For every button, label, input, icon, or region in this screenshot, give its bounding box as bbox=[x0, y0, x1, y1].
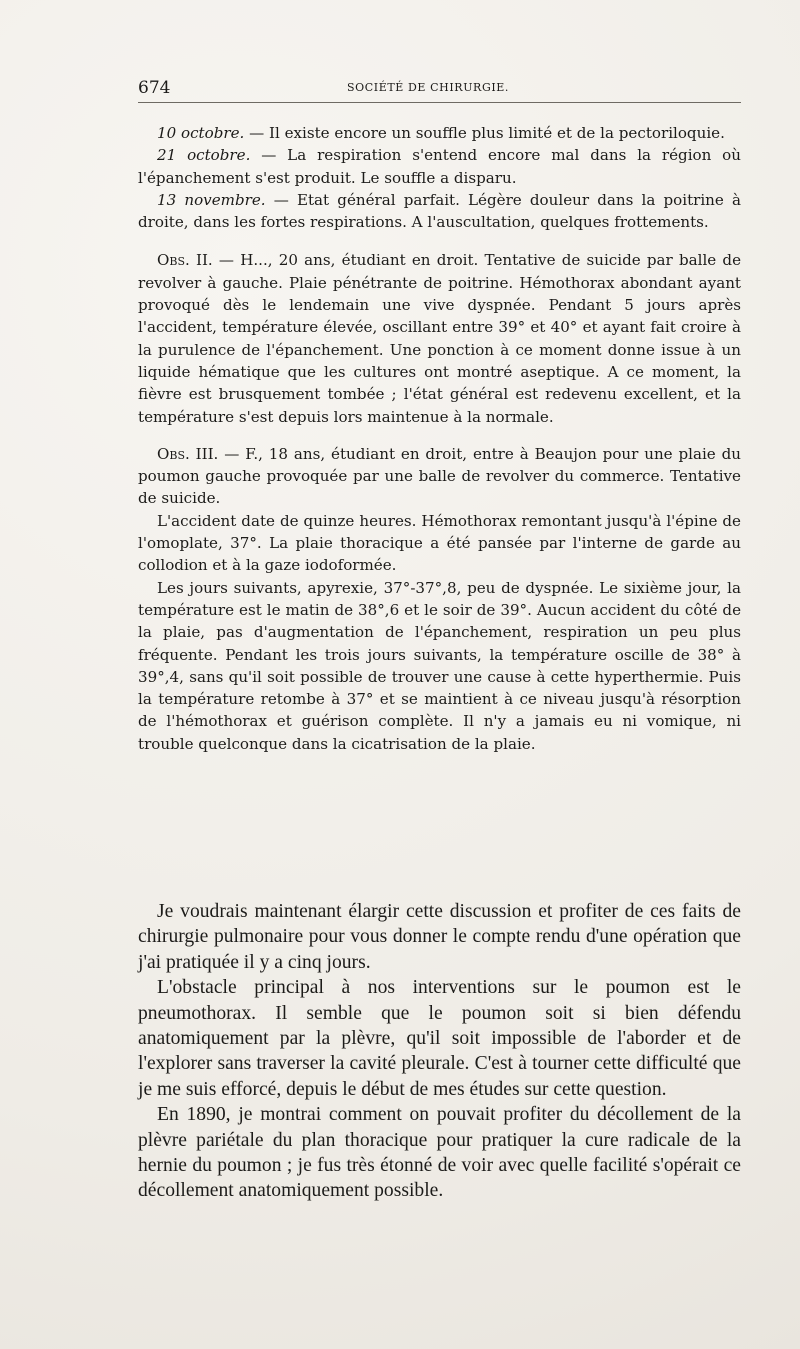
observation-label: Obs. III. bbox=[157, 444, 219, 463]
entry-date: 10 octobre. bbox=[157, 124, 245, 142]
discussion-paragraph-2: L'obstacle principal à nos interventions sur le poumon est le pneumothorax. Il semble que le poumon soit si bien défendu anatomiquement par la plèvre, qu'il soit impossible de l'aborder et de l'explorer sans traverser la cavité pleurale. C'est à tourner cette difficulté que je me suis efforcé, depuis le début de mes études sur cette question. bbox=[138, 977, 741, 1100]
observation-2 bbox=[138, 249, 741, 427]
entry-text: — La respiration s'entend encore mal dans la région où l'épanchement s'est produit. Le souffle a disparu. bbox=[138, 146, 741, 187]
page-header bbox=[138, 78, 738, 100]
observation-text: — H..., 20 ans, étudiant en droit. Tentative de suicide par balle de revolver à gauche. Plaie pénétrante de poitrine. Hémothorax abondant ayant provoqué dès le lendemain une vive dyspnée. Pendant 5 jours après l'accident, température élevée, oscillant entre 39° et 40° et ayant fait croire à la purulence de l'épanchement. Une ponction à ce moment donne issue à un liquide hématique que les cultures ont montré aseptique. A ce moment, la fièvre est brusquement tombée ; l'état général est redevenu excellent, et la température s'est depuis lors maintenue à la normale. bbox=[138, 251, 741, 426]
observation-3-paragraph-3: Les jours suivants, apyrexie, 37°-37°,8, peu de dyspnée. Le sixième jour, la température est le matin de 38°,6 et le soir de 39°. Aucun accident du côté de la plaie, pas d'augmentation de l'épanchement, respiration un peu plus fréquente. Pendant les trois jours suivants, la température oscille de 38° à 39°,4, sans qu'il soit possible de trouver une cause à cette hyperthermie. Puis la température retombe à 37° et se maintient à ce niveau jusqu'à résorption de l'hémothorax et guérison complète. Il n'y a jamais eu ni vomique, ni trouble quelconque dans la cicatrisation de la plaie. bbox=[138, 578, 741, 753]
observation-3-paragraph-2: L'accident date de quinze heures. Hémothorax remontant jusqu'à l'épine de l'omoplate, 37°. La plaie thoracique a été pansée par l'interne de garde au collodion et à la gaze iodoformée. bbox=[138, 511, 741, 575]
entry-21-octobre bbox=[138, 144, 741, 189]
discussion-paragraph-1: Je voudrais maintenant élargir cette discussion et profiter de ces faits de chirurgie pulmonaire pour vous donner le compte rendu d'une opération que j'ai pratiquée il y a cinq jours. bbox=[138, 901, 741, 973]
discussion-paragraph-3: En 1890, je montrai comment on pouvait profiter du décollement de la plèvre pariétale du plan thoracique pour pratiquer la cure radicale de la hernie du poumon ; je fus très étonné de voir avec quelle facilité s'opérait ce décollement anatomiquement possible. bbox=[138, 1104, 741, 1202]
entry-text: — Etat général parfait. Légère douleur dans la poitrine à droite, dans les fortes respirations. A l'auscultation, quelques frottements. bbox=[138, 190, 741, 232]
running-head: SOCIÉTÉ DE CHIRURGIE. bbox=[347, 81, 510, 94]
entry-date: 13 novembre. bbox=[157, 190, 266, 209]
entry-13-novembre bbox=[138, 189, 741, 234]
observations-block bbox=[138, 122, 741, 755]
observation-3 bbox=[138, 443, 741, 510]
observation-label: Obs. II. bbox=[157, 251, 213, 270]
entry-10-octobre bbox=[138, 122, 741, 144]
header-rule bbox=[138, 102, 741, 103]
page-number: 674 bbox=[138, 78, 171, 98]
entry-date: 21 octobre. bbox=[157, 146, 251, 165]
entry-text: — Il existe encore un souffle plus limité et de la pectoriloquie. bbox=[244, 124, 725, 142]
discussion-block bbox=[138, 899, 741, 1204]
observation-text: — F., 18 ans, étudiant en droit, entre à Beaujon pour une plaie du poumon gauche provoquée par une balle de revolver du commerce. Tentative de suicide. bbox=[138, 444, 741, 508]
